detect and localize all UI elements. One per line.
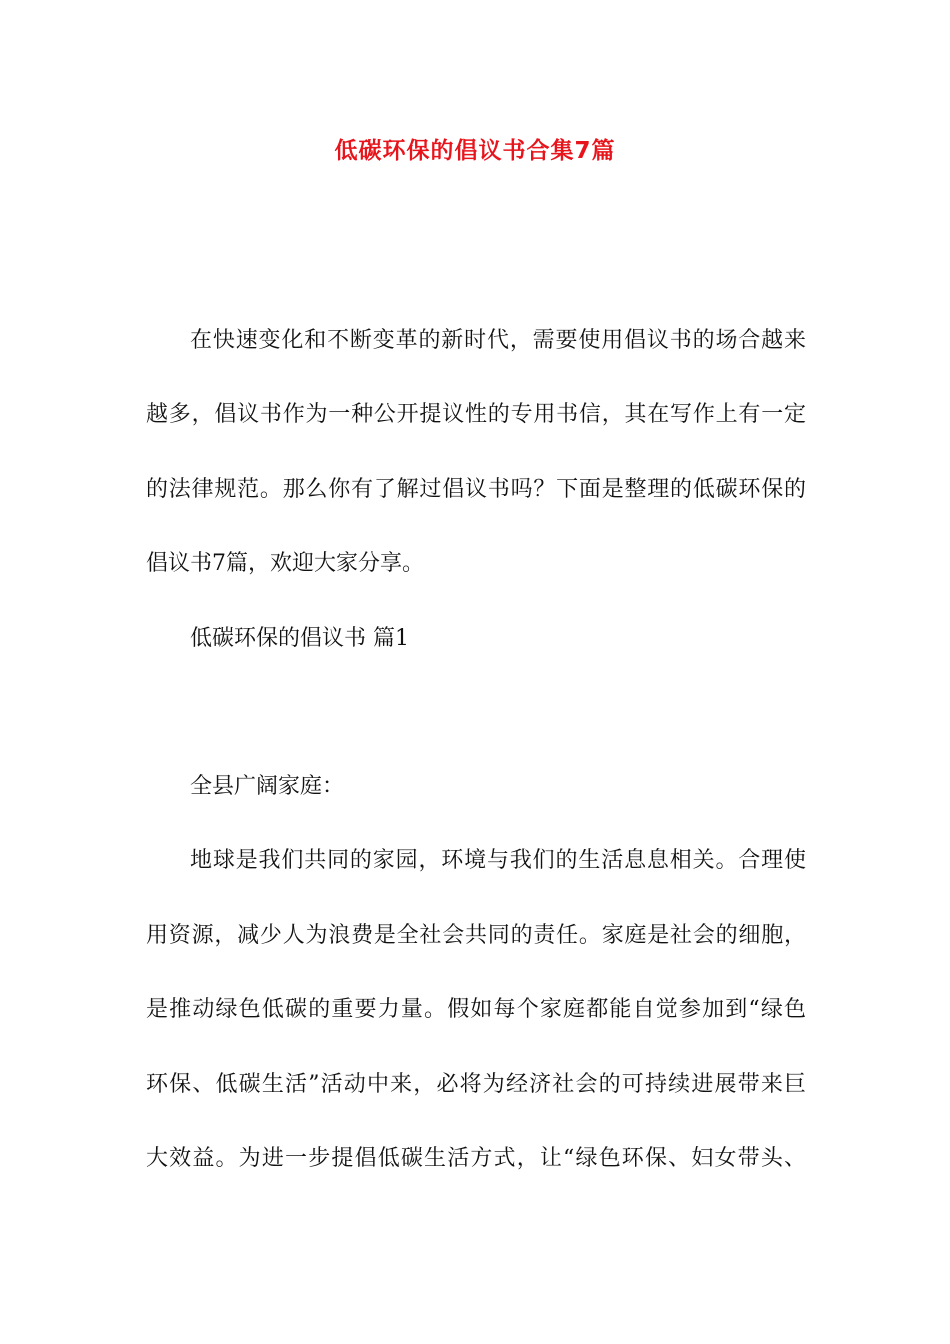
paragraph-line: 大效益。为进一步提倡低碳生活方式，让“绿色环保、妇女带头、 [146,1146,806,1171]
section-heading: 低碳环保的倡议书 篇1 [190,626,409,651]
paragraph-line: 倡议书7篇，欢迎大家分享。 [146,551,424,576]
document-title: 低碳环保的倡议书合集7篇 [334,138,616,164]
paragraph-line: 环保、低碳生活”活动中来，必将为经济社会的可持续进展带来巨 [146,1072,806,1097]
paragraph-line: 越多，倡议书作为一种公开提议性的专用书信，其在写作上有一定 [146,402,806,427]
paragraph-line: 是推动绿色低碳的重要力量。假如每个家庭都能自觉参加到“绿色 [146,997,806,1022]
paragraph-line: 地球是我们共同的家园，环境与我们的生活息息相关。合理使 [190,848,806,873]
paragraph-line: 的法律规范。那么你有了解过倡议书吗？下面是整理的低碳环保的 [146,477,806,502]
salutation: 全县广阔家庭： [190,774,345,799]
paragraph-line: 在快速变化和不断变革的新时代，需要使用倡议书的场合越来 [190,328,806,353]
paragraph-line: 用资源，减少人为浪费是全社会共同的责任。家庭是社会的细胞， [146,923,806,948]
